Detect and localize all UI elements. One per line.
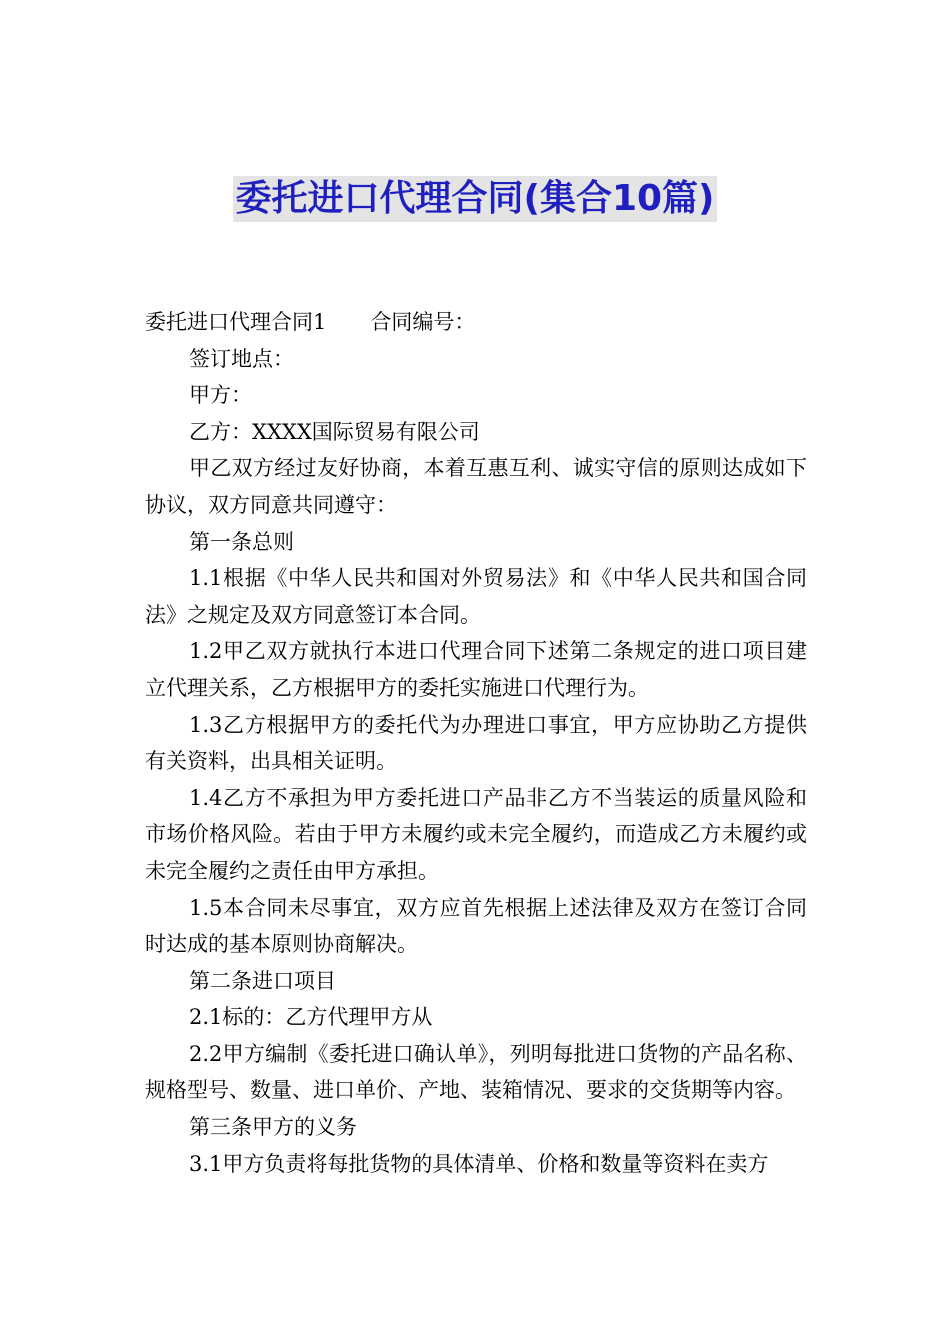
paragraph-agreement-intro: 甲乙双方经过友好协商，本着互惠互利、诚实守信的原则达成如下协议，双方同意共同遵守：	[145, 456, 807, 517]
section-heading-3: 第三条甲方的义务	[189, 1115, 357, 1140]
section-heading-2: 第二条进口项目	[189, 968, 336, 993]
clause-2-2: 2.2甲方编制《委托进口确认单》，列明每批进口货物的产品名称、规格型号、数量、进口单价、产地、装箱情况、要求的交货期等内容。	[145, 1041, 807, 1103]
contract-number-label: 合同编号：	[370, 310, 476, 334]
clause-1-5: 1.5本合同未尽事宜，双方应首先根据上述法律及双方在签订合同时达成的基本原则协商解决。	[145, 895, 807, 957]
document-body	[145, 304, 807, 1182]
document-title: 委托进口代理合同(集合10篇)	[233, 176, 716, 222]
clause-1-3: 1.3乙方根据甲方的委托代为办理进口事宜，甲方应协助乙方提供有关资料，出具相关证明。	[145, 712, 807, 774]
contract-heading	[145, 304, 807, 341]
paragraph-party-a: 甲方：	[189, 383, 252, 408]
paragraph-signing-place: 签订地点：	[189, 346, 294, 371]
clause-1-2: 1.2甲乙双方就执行本进口代理合同下述第二条规定的进口项目建立代理关系，乙方根据甲方的委托实施进口代理行为。	[145, 639, 807, 700]
contract-heading-title: 委托进口代理合同1	[145, 310, 327, 334]
paragraph-party-b: 乙方：XXXX国际贸易有限公司	[189, 419, 480, 444]
clause-3-1: 3.1甲方负责将每批货物的具体清单、价格和数量等资料在卖方	[189, 1151, 769, 1176]
clause-1-1: 1.1根据《中华人民共和国对外贸易法》和《中华人民共和国合同法》之规定及双方同意签订本合同。	[145, 566, 807, 627]
clause-2-1: 2.1标的：乙方代理甲方从	[189, 1005, 433, 1030]
clause-1-4: 1.4乙方不承担为甲方委托进口产品非乙方不当装运的质量风险和市场价格风险。若由于甲方未履约或未完全履约，而造成乙方未履约或未完全履约之责任由甲方承担。	[145, 785, 807, 883]
section-heading-1: 第一条总则	[189, 529, 294, 554]
title-container	[0, 176, 950, 222]
